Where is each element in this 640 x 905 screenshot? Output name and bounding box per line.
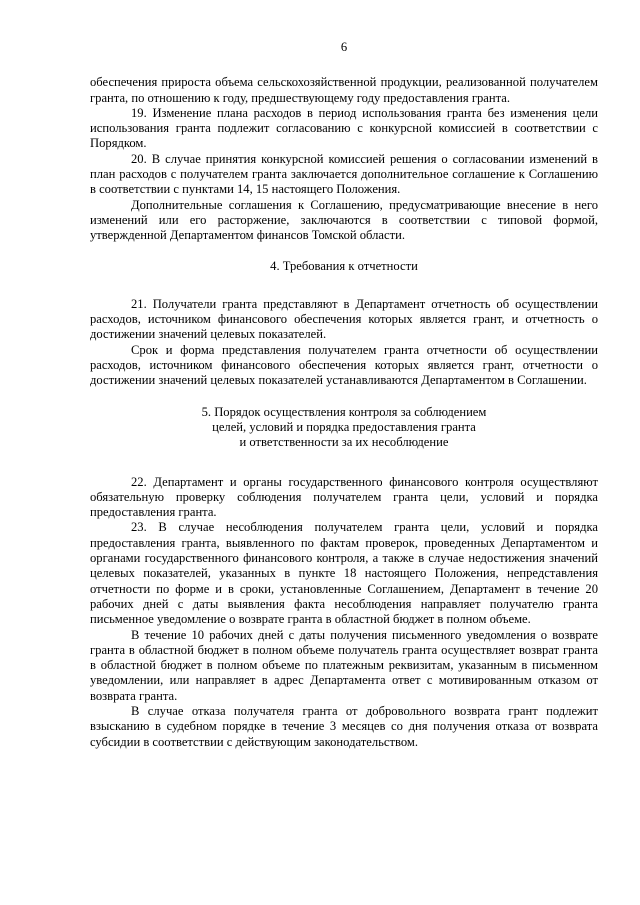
paragraph-23-refusal: В случае отказа получателя гранта от добровольного возврата грант подлежит взысканию в судебном порядке в течение 3 месяцев со дня получения отказа от возврата субсидии в соответствии с действующим законодательством. xyxy=(90,703,598,749)
page-number: 6 xyxy=(340,40,348,54)
paragraph-21: 21. Получатели гранта представляют в Департамент отчетность об осуществлении расходов, источником финансового обеспечения которых является грант, и отчетность о достижении значений целевых показателей. xyxy=(90,296,598,342)
paragraph-23: 23. В случае несоблюдения получателем гранта цели, условий и порядка предоставления гранта, выявленного по фактам проверок, проведенных Департаментом и органами государственного финансового контроля, а также в случае недостижения значений целевых показателей, указанных в пункте 18 настоящего Положения, непредставления отчетности по форме и в сроки, установленные Соглашением, Департамент в течение 20 рабочих дней с даты выявления факта несоблюдения направляет получателю гранта письменное уведомление о возврате гранта в областной бюджет в полном объеме. xyxy=(90,520,598,627)
section-5-heading-line: 5. Порядок осуществления контроля за соблюдением xyxy=(201,404,487,419)
paragraph-continuation: обеспечения прироста объема сельскохозяйственной продукции, реализованной получателем гранта, по отношению к году, предшествующему году предоставления гранта. xyxy=(90,75,598,105)
paragraph-22: 22. Департамент и органы государственного финансового контроля осуществляют обязательную проверку соблюдения получателем гранта цели, условий и порядка предоставления гранта. xyxy=(90,474,598,520)
section-5-heading xyxy=(90,405,598,451)
paragraph-20-additional: Дополнительные соглашения к Соглашению, предусматривающие внесение в него изменений или его расторжение, заключаются в соответствии с типовой формой, утвержденной Департаментом финансов Томской области. xyxy=(90,197,598,243)
paragraph-19: 19. Изменение плана расходов в период использования гранта без изменения цели использования гранта подлежит согласованию с конкурсной комиссией в соответствии с Порядком. xyxy=(90,105,598,151)
paragraph-23-return: В течение 10 рабочих дней с даты получения письменного уведомления о возврате гранта в областной бюджет в полном объеме получатель гранта осуществляет возврат гранта в областной бюджет в полном объеме по платежным реквизитам, указанным в письменном уведомлении, или направляет в адрес Департамента ответ с мотивированным отказом от возврата гранта. xyxy=(90,627,598,703)
section-5-heading-line: целей, условий и порядка предоставления гранта xyxy=(212,419,476,434)
paragraph-20: 20. В случае принятия конкурсной комиссией решения о согласовании изменений в план расходов с получателем гранта заключается дополнительное соглашение к Соглашению в соответствии с пунктами 14, 15 настоящего Положения. xyxy=(90,151,598,197)
section-5-heading-line: и ответственности за их несоблюдение xyxy=(239,435,449,450)
section-4-heading: 4. Требования к отчетности xyxy=(270,258,418,273)
paragraph-21-additional: Срок и форма представления получателем гранта отчетности об осуществлении расходов, источником финансового обеспечения которых является грант, отчетности о достижении значений целевых показателей устанавливаются Департаментом в Соглашении. xyxy=(90,342,598,388)
document-page xyxy=(90,40,598,750)
